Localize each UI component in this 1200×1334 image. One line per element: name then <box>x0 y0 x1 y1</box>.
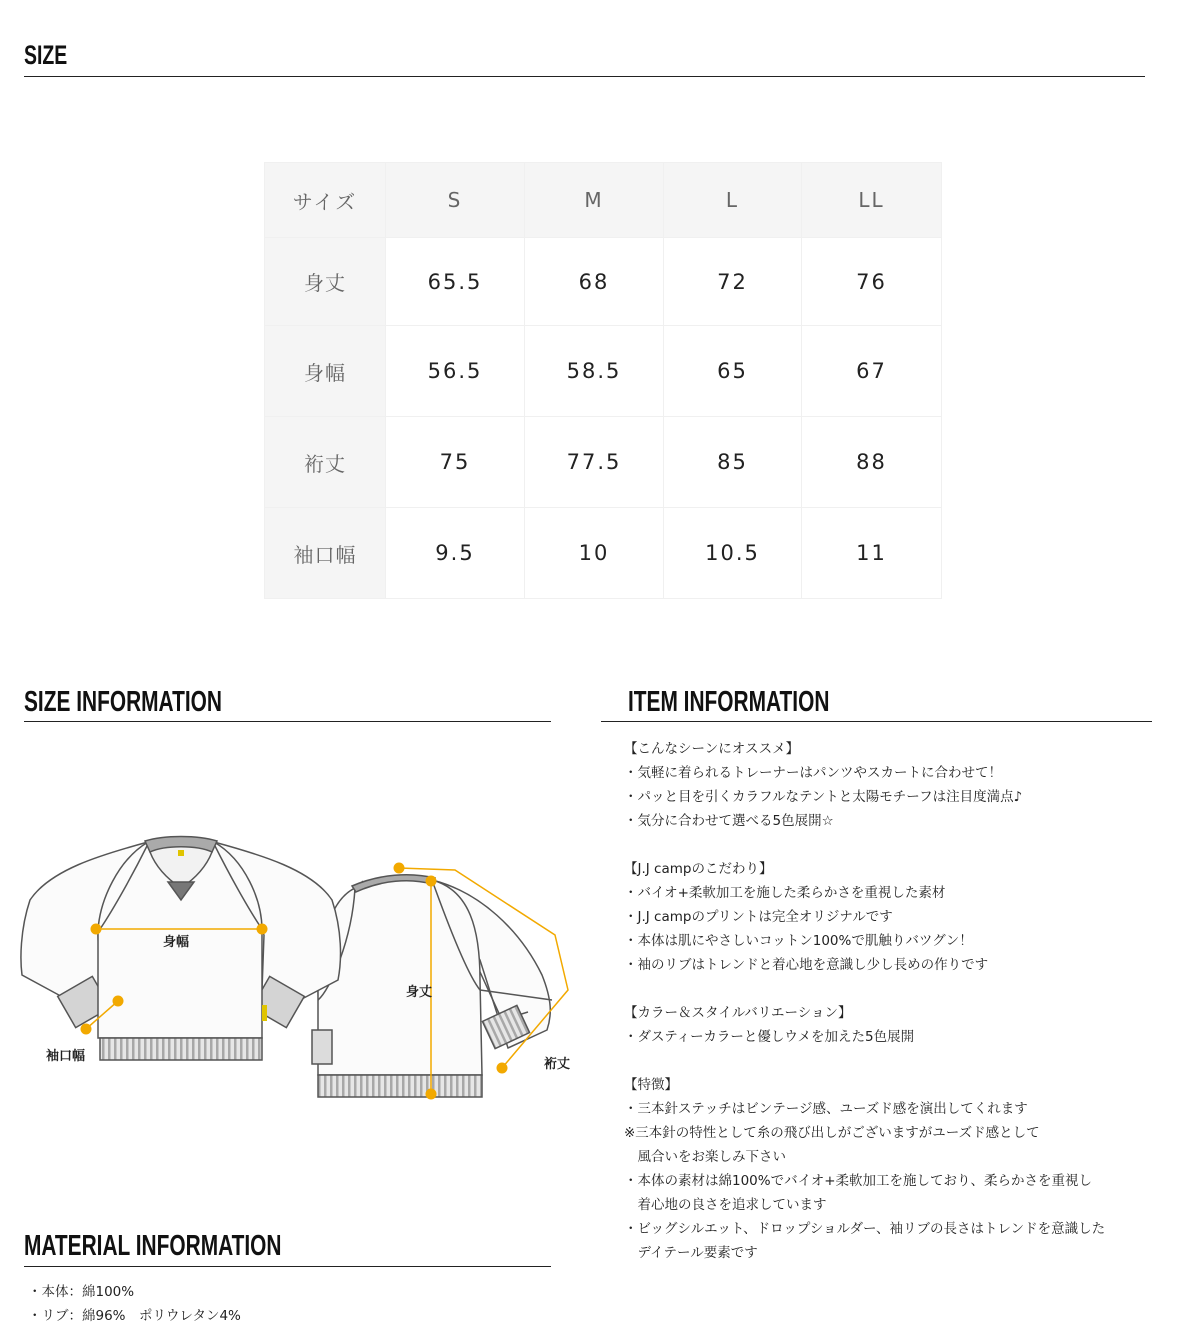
size-header-s: S <box>386 163 525 238</box>
info-line: ・バイオ+柔軟加工を施した柔らかさを重視した素材 <box>624 885 946 901</box>
table-row <box>265 508 942 599</box>
label-body-width: 身幅 <box>163 935 190 950</box>
info-line: ・気分に合わせて選べる5色展開☆ <box>624 813 834 829</box>
table-cell: 65 <box>664 326 802 417</box>
size-table-header-row <box>265 163 942 238</box>
size-header-ll: LL <box>802 163 942 238</box>
material-line: ・本体：綿100% <box>28 1284 135 1300</box>
info-line: ・ダスティーカラーと優しウメを加えた5色展開 <box>624 1029 915 1045</box>
table-cell: 58.5 <box>525 326 664 417</box>
size-header-label: サイズ <box>265 163 386 238</box>
info-line: ・気軽に着られるトレーナーはパンツやスカートに合わせて！ <box>624 765 1002 781</box>
size-information-heading: SIZE INFORMATION <box>24 686 222 718</box>
info-line: ・三本針ステッチはビンテージ感、ユーズド感を演出してくれます <box>624 1101 1028 1117</box>
table-cell: 75 <box>386 417 525 508</box>
table-cell: 11 <box>802 508 942 599</box>
info-line: 【こんなシーンにオススメ】 <box>624 741 800 757</box>
info-line: 着心地の良さを追求しています <box>624 1197 827 1213</box>
info-line: 風合いをお楽しみ下さい <box>624 1149 786 1165</box>
table-cell: 88 <box>802 417 942 508</box>
table-cell: 10.5 <box>664 508 802 599</box>
table-row <box>265 326 942 417</box>
table-cell: 67 <box>802 326 942 417</box>
material-information-rule <box>24 1266 551 1267</box>
table-row <box>265 417 942 508</box>
item-information-heading: ITEM INFORMATION <box>628 686 830 718</box>
row-label: 裄丈 <box>265 417 386 508</box>
item-information-text <box>624 737 1194 1265</box>
info-line <box>624 833 1194 857</box>
info-line <box>624 1049 1194 1073</box>
table-cell: 56.5 <box>386 326 525 417</box>
info-line: ・パッと目を引くカラフルなテントと太陽モチーフは注目度満点♪ <box>624 789 1023 805</box>
table-cell: 65.5 <box>386 238 525 326</box>
size-header-l: L <box>664 163 802 238</box>
row-label: 身丈 <box>265 238 386 326</box>
info-line: 【カラー＆スタイルバリエーション】 <box>624 1005 852 1021</box>
size-heading-rule <box>24 76 1145 77</box>
table-cell: 76 <box>802 238 942 326</box>
row-label: 袖口幅 <box>265 508 386 599</box>
info-line: ・袖のリブはトレンドと着心地を意識し少し長めの作りです <box>624 957 989 973</box>
sweatshirt-diagram <box>0 730 600 1110</box>
size-heading: SIZE <box>24 40 68 70</box>
info-line: ・J.J campのプリントは完全オリジナルです <box>624 909 893 925</box>
info-line: ・ビッグシルエット、ドロップショルダー、袖リブの長さはトレンドを意識した <box>624 1221 1106 1237</box>
size-table <box>264 162 942 599</box>
table-cell: 68 <box>525 238 664 326</box>
item-information-rule <box>601 721 1152 722</box>
label-body-length: 身丈 <box>406 985 433 1000</box>
info-line: ・本体の素材は綿100%でバイオ+柔軟加工を施しており、柔らかさを重視し <box>624 1173 1093 1189</box>
label-sleeve-length: 裄丈 <box>544 1057 571 1072</box>
table-cell: 72 <box>664 238 802 326</box>
table-cell: 85 <box>664 417 802 508</box>
info-line <box>624 977 1194 1001</box>
info-line: 【特徴】 <box>624 1077 678 1093</box>
material-line: ・リブ：綿96% ポリウレタン4% <box>28 1308 241 1324</box>
info-line: デイテール要素です <box>624 1245 758 1261</box>
size-information-rule <box>24 721 551 722</box>
label-cuff-width: 袖口幅 <box>46 1049 86 1064</box>
size-header-m: M <box>525 163 664 238</box>
table-cell: 9.5 <box>386 508 525 599</box>
row-label: 身幅 <box>265 326 386 417</box>
info-line: ・本体は肌にやさしいコットン100%で肌触りバツグン！ <box>624 933 973 949</box>
table-cell: 77.5 <box>525 417 664 508</box>
table-cell: 10 <box>525 508 664 599</box>
table-row <box>265 238 942 326</box>
info-line: 【J.J campのこだわり】 <box>624 861 773 877</box>
material-information-heading: MATERIAL INFORMATION <box>24 1230 282 1262</box>
material-information-text <box>28 1280 241 1328</box>
info-line: ※三本針の特性として糸の飛び出しがございますがユーズド感として <box>624 1125 1040 1141</box>
